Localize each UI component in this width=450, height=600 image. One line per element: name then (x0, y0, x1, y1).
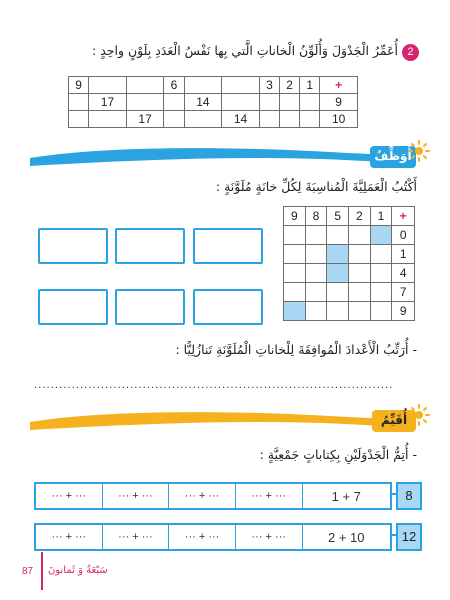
sun-icon (408, 140, 430, 162)
grid-cell[interactable] (349, 264, 371, 283)
row-header-cell: 7 (392, 283, 415, 302)
table-cell: 17 (126, 111, 164, 128)
sum-row-2 (34, 523, 392, 551)
addition-table-2 (283, 206, 415, 321)
grid-cell[interactable] (284, 283, 306, 302)
table-cell: 6 (164, 77, 184, 94)
table-cell: 17 (89, 94, 127, 111)
sum-blank[interactable]: ··· + ··· (169, 484, 236, 508)
grid-cell[interactable] (284, 226, 306, 245)
table-cell[interactable] (222, 94, 260, 111)
section-banner-wave-blue (30, 144, 405, 168)
sum-blank[interactable]: ··· + ··· (36, 484, 103, 508)
table-cell[interactable] (300, 94, 320, 111)
sum-blank[interactable]: ··· + ··· (236, 525, 303, 549)
grid-cell[interactable] (370, 302, 392, 321)
table-cell[interactable] (164, 111, 184, 128)
answer-dotted-line[interactable]: ...................................................................................... (34, 380, 394, 391)
row-header-cell: 9 (392, 302, 415, 321)
table-cell: 14 (222, 111, 260, 128)
table-cell: + (320, 77, 358, 94)
target-number: 8 (396, 482, 422, 510)
table-cell[interactable] (126, 77, 164, 94)
exercise-2-number: 2 (402, 44, 419, 61)
table-cell: 9 (69, 77, 89, 94)
grid-cell[interactable] (327, 264, 349, 283)
grid-cell[interactable] (349, 245, 371, 264)
table-cell[interactable] (222, 77, 260, 94)
table-cell[interactable] (184, 111, 222, 128)
header-cell: 5 (327, 207, 349, 226)
page-number: 87 (22, 566, 34, 577)
header-cell: + (392, 207, 415, 226)
section-banner-wave-yellow (30, 408, 405, 432)
table-cell[interactable] (89, 77, 127, 94)
header-cell: 8 (305, 207, 327, 226)
row-header-cell: 1 (392, 245, 415, 264)
table-cell[interactable] (126, 94, 164, 111)
row-header-cell: 4 (392, 264, 415, 283)
grid-cell[interactable] (370, 264, 392, 283)
table-cell: 10 (320, 111, 358, 128)
table-cell[interactable] (89, 111, 127, 128)
sum-row-1 (34, 482, 392, 510)
addition-table-1 (68, 76, 358, 128)
grid-cell[interactable] (327, 302, 349, 321)
answer-box-1[interactable] (193, 228, 263, 264)
table-cell: 14 (184, 94, 222, 111)
sum-blank[interactable]: ··· + ··· (103, 484, 170, 508)
sum-blank[interactable]: ··· + ··· (169, 525, 236, 549)
sum-blank[interactable]: ··· + ··· (103, 525, 170, 549)
grid-cell[interactable] (284, 302, 306, 321)
table-cell[interactable] (259, 94, 279, 111)
grid-cell[interactable] (305, 264, 327, 283)
grid-cell[interactable] (305, 302, 327, 321)
row-header-cell: 0 (392, 226, 415, 245)
sum-example: 1 + 7 (331, 488, 361, 504)
grid-cell[interactable] (349, 283, 371, 302)
grid-cell[interactable] (349, 226, 371, 245)
grid-cell[interactable] (370, 245, 392, 264)
table-cell[interactable] (184, 77, 222, 94)
order-instruction: - أُرَتِّبُ الْأَعْدادَ الْمُوافِقَةَ لِلْخاناتِ الْمُلَوَّنَةِ تَنازُلِيًّا : (175, 342, 417, 357)
sum-example: 2 + 10 (327, 529, 365, 545)
answer-box-3[interactable] (38, 228, 108, 264)
section1-instruction: أَكْتُبُ الْعَمَلِيَّةَ الْمُناسِبَةَ لِكُلِّ خانَةٍ مُلَوَّنَةٍ : (215, 179, 417, 194)
table-cell: 9 (320, 94, 358, 111)
grid-cell[interactable] (327, 226, 349, 245)
grid-cell[interactable] (305, 226, 327, 245)
page-number-words: سَبْعَةٌ وَ ثَمانونَ (48, 565, 108, 576)
sun-icon-2 (408, 404, 430, 426)
answer-box-6[interactable] (38, 289, 108, 325)
table-cell[interactable] (279, 111, 299, 128)
table-cell: 1 (300, 77, 320, 94)
table-cell[interactable] (69, 94, 89, 111)
grid-cell[interactable] (327, 283, 349, 302)
table-cell[interactable] (259, 111, 279, 128)
table-cell: 3 (259, 77, 279, 94)
grid-cell[interactable] (370, 283, 392, 302)
table-cell[interactable] (164, 94, 184, 111)
grid-cell[interactable] (284, 264, 306, 283)
section2-instruction: - أُتِمُّ الْجَدْوَلَيْنِ بِكِتاباتٍ جَمْعِيَّةٍ : (259, 447, 417, 462)
table-cell: 2 (279, 77, 299, 94)
grid-cell[interactable] (370, 226, 392, 245)
answer-box-2[interactable] (115, 228, 185, 264)
footer-divider (41, 552, 43, 590)
grid-cell[interactable] (349, 302, 371, 321)
grid-cell[interactable] (284, 245, 306, 264)
exercise-2-instruction: أُعَمِّرُ الْجَدْوَلَ وَأُلَوِّنُ الْخاناتِ الَّتي بِها نَفْسُ الْعَدَدِ بِلَوْنٍ واحِدٍ : (92, 43, 398, 58)
section-title-text: أُوَظِّفُ (374, 149, 412, 163)
table-cell[interactable] (279, 94, 299, 111)
answer-box-4[interactable] (193, 289, 263, 325)
grid-cell[interactable] (305, 245, 327, 264)
sum-blank[interactable]: ··· + ··· (36, 525, 103, 549)
header-cell: 2 (349, 207, 371, 226)
header-cell: 1 (370, 207, 392, 226)
table-cell[interactable] (300, 111, 320, 128)
section2-title-text: أُقَيِّمُ (380, 413, 408, 427)
grid-cell[interactable] (327, 245, 349, 264)
sum-blank[interactable]: ··· + ··· (236, 484, 303, 508)
table-cell[interactable] (69, 111, 89, 128)
grid-cell[interactable] (305, 283, 327, 302)
header-cell: 9 (284, 207, 306, 226)
target-number: 12 (396, 523, 422, 551)
answer-box-5[interactable] (115, 289, 185, 325)
